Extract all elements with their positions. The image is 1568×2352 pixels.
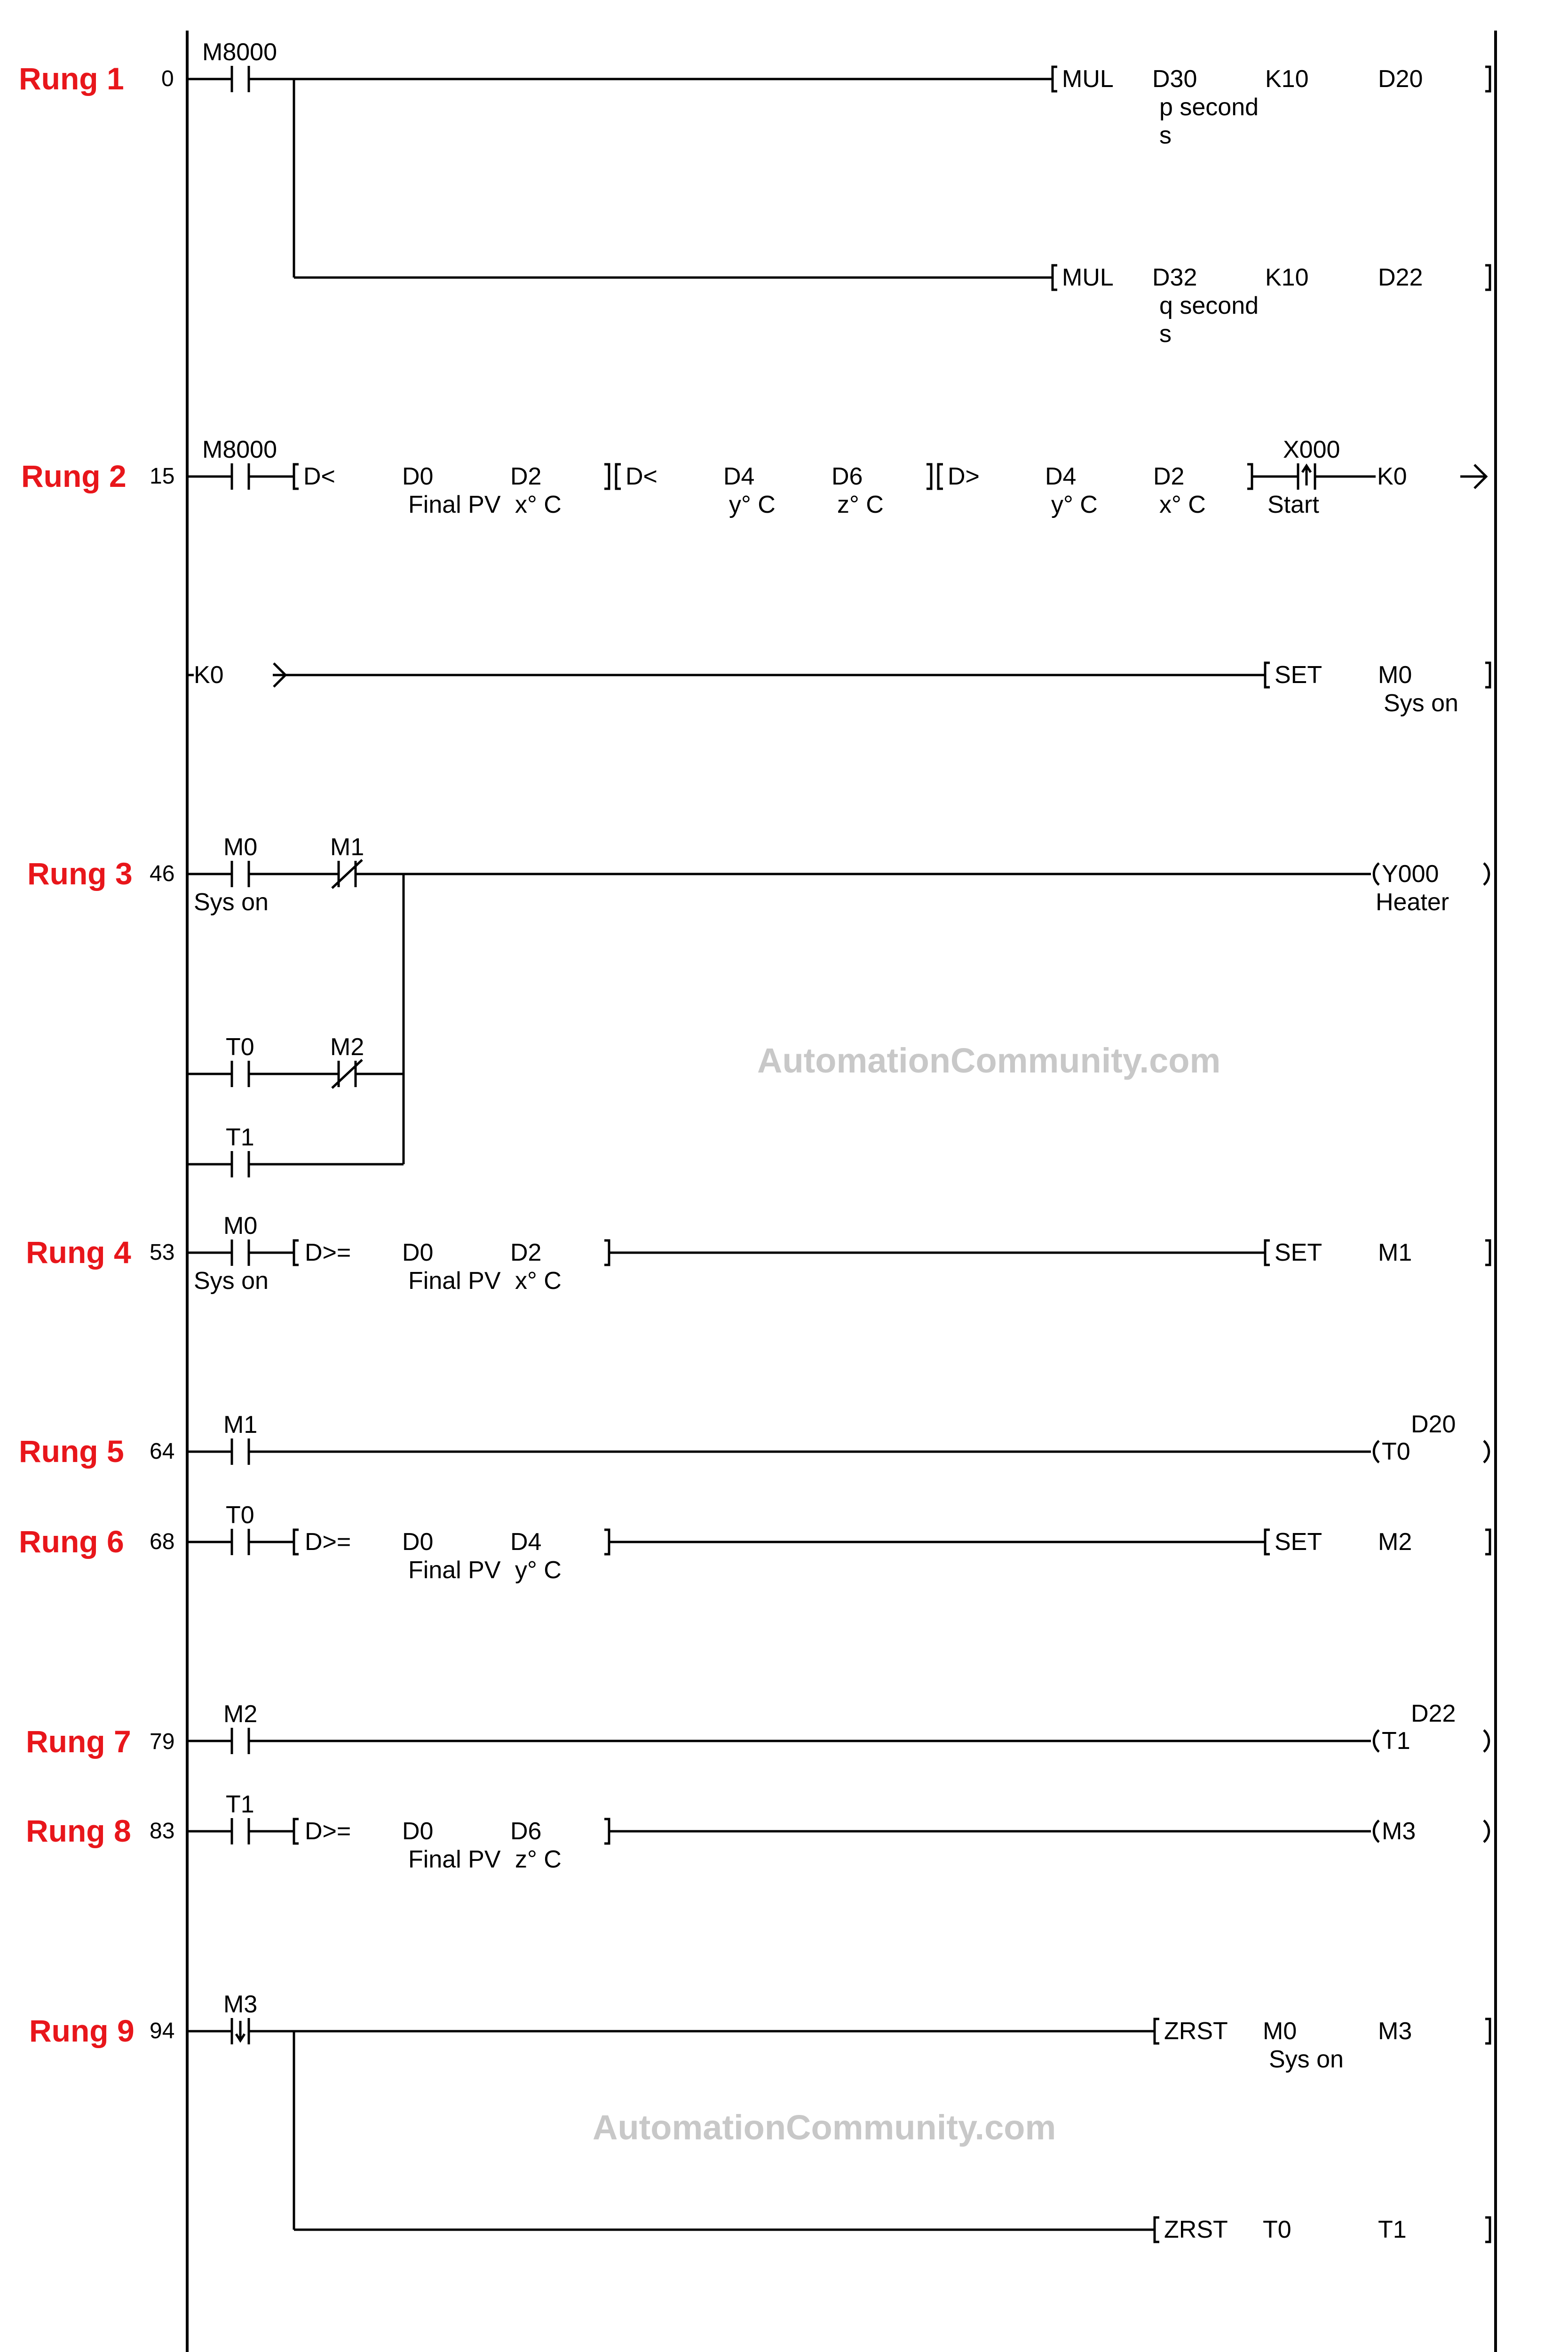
set-instruction[interactable] xyxy=(1265,661,1490,717)
comment: q second xyxy=(1159,292,1259,319)
instruction-op: D> xyxy=(948,463,980,490)
comment: Final PV xyxy=(408,1846,501,1873)
rung-label: Rung 6 xyxy=(19,1524,124,1559)
timer-coil[interactable] xyxy=(1374,1411,1489,1465)
timer-setpoint: D20 xyxy=(1411,1411,1456,1438)
coil-label: T1 xyxy=(1382,1727,1410,1755)
comment: s xyxy=(1159,122,1172,149)
rung-label: Rung 1 xyxy=(19,61,124,96)
operand: D32 xyxy=(1152,264,1197,291)
instruction-op: ZRST xyxy=(1164,2216,1228,2243)
comment: Heater xyxy=(1376,889,1449,916)
instruction-op: ZRST xyxy=(1164,2018,1228,2045)
operand: M3 xyxy=(1378,2018,1412,2045)
comment: Sys on xyxy=(194,1267,269,1295)
no-contact[interactable] xyxy=(232,1529,249,1555)
no-contact[interactable] xyxy=(232,1728,249,1754)
contact-label: M1 xyxy=(330,834,364,861)
output-coil[interactable] xyxy=(1374,860,1489,916)
step-number: 0 xyxy=(161,66,174,91)
rung-7 xyxy=(26,1700,1489,1759)
compare-block-2[interactable] xyxy=(616,463,931,518)
instruction-op: SET xyxy=(1275,1528,1323,1556)
contact-label: T1 xyxy=(226,1124,254,1151)
operand: D2 xyxy=(510,463,542,490)
instruction-op: D< xyxy=(626,463,657,490)
contact-label: T1 xyxy=(226,1791,254,1818)
coil-label: M3 xyxy=(1382,1818,1416,1845)
rung-label: Rung 7 xyxy=(26,1724,131,1759)
contact-label: M0 xyxy=(223,834,258,861)
no-contact[interactable] xyxy=(232,1438,249,1465)
step-number: 83 xyxy=(150,1819,175,1843)
operand: M2 xyxy=(1378,1528,1412,1556)
timer-coil[interactable] xyxy=(1374,1700,1489,1755)
set-instruction[interactable] xyxy=(1265,1528,1490,1556)
step-number: 46 xyxy=(150,861,175,886)
set-instruction[interactable] xyxy=(1265,1239,1490,1266)
rising-edge-contact[interactable] xyxy=(1298,463,1315,490)
rung-6 xyxy=(19,1502,1490,1584)
comment: Final PV xyxy=(408,491,501,518)
rung-label: Rung 4 xyxy=(26,1235,131,1270)
instruction-op: D>= xyxy=(305,1239,351,1266)
operand: M1 xyxy=(1378,1239,1412,1266)
rung-8 xyxy=(26,1791,1489,1873)
comment: Sys on xyxy=(194,889,269,916)
step-number: 64 xyxy=(150,1439,175,1464)
instruction-op: SET xyxy=(1275,661,1323,689)
no-contact[interactable] xyxy=(232,1061,249,1087)
no-contact[interactable] xyxy=(232,1240,249,1266)
contact-label: M1 xyxy=(223,1411,258,1438)
watermark: AutomationCommunity.com xyxy=(593,2108,1056,2147)
operand: D0 xyxy=(402,463,434,490)
comment: y° C xyxy=(515,1557,562,1584)
operand: D0 xyxy=(402,1818,434,1845)
operand: M0 xyxy=(1378,661,1412,689)
comment: x° C xyxy=(515,491,562,518)
rung-3 xyxy=(27,834,1489,1177)
no-contact[interactable] xyxy=(232,463,249,490)
operand: K10 xyxy=(1265,264,1309,291)
rung-label: Rung 8 xyxy=(26,1813,131,1848)
operand: D20 xyxy=(1378,65,1423,93)
operand: D6 xyxy=(510,1818,542,1845)
continuation-arrow xyxy=(1460,465,1486,488)
operand: D2 xyxy=(510,1239,542,1266)
comment: Start xyxy=(1267,491,1319,518)
compare-block-1[interactable] xyxy=(294,463,609,518)
step-number: 15 xyxy=(150,464,175,489)
comment: y° C xyxy=(729,491,776,518)
instruction-op: SET xyxy=(1275,1239,1323,1266)
rung-label: Rung 9 xyxy=(29,2013,135,2048)
step-number: 79 xyxy=(150,1729,175,1754)
falling-edge-contact[interactable] xyxy=(232,2018,249,2044)
zrst-instruction-1[interactable] xyxy=(1155,2018,1490,2073)
operand: D6 xyxy=(832,463,863,490)
coil-label: Y000 xyxy=(1382,860,1439,888)
operand: M0 xyxy=(1263,2018,1297,2045)
watermark: AutomationCommunity.com xyxy=(757,1041,1221,1080)
operand: T0 xyxy=(1263,2216,1291,2243)
comment: p second xyxy=(1159,94,1259,121)
operand: D4 xyxy=(510,1528,542,1556)
contact-label: T0 xyxy=(226,1502,254,1529)
mul-instruction-2[interactable] xyxy=(1053,264,1490,348)
instruction-op: MUL xyxy=(1062,264,1114,291)
contact-label: M0 xyxy=(223,1212,258,1240)
no-contact[interactable] xyxy=(232,1818,249,1844)
compare-block-3[interactable] xyxy=(938,463,1252,518)
zrst-instruction-2[interactable] xyxy=(1155,2216,1490,2243)
comment: z° C xyxy=(515,1846,562,1873)
contact-label: M2 xyxy=(330,1033,364,1061)
step-number: 53 xyxy=(150,1240,175,1265)
step-number: 94 xyxy=(150,2018,175,2043)
contact-label: X000 xyxy=(1283,436,1340,463)
rung-4 xyxy=(26,1212,1490,1295)
compare-block[interactable] xyxy=(294,1239,609,1295)
operand: D0 xyxy=(402,1239,434,1266)
comment: s xyxy=(1159,320,1172,348)
comment: Sys on xyxy=(1384,690,1458,717)
timer-setpoint: D22 xyxy=(1411,1700,1456,1727)
coil-label: T0 xyxy=(1382,1438,1410,1465)
instruction-op: D< xyxy=(303,463,335,490)
compare-block[interactable] xyxy=(294,1528,609,1584)
comment: z° C xyxy=(837,491,884,518)
contact-label: M8000 xyxy=(202,39,277,66)
operand: K10 xyxy=(1265,65,1309,93)
output-coil[interactable] xyxy=(1374,1818,1489,1845)
comment: y° C xyxy=(1051,491,1098,518)
no-contact[interactable] xyxy=(232,861,249,887)
step-number: 68 xyxy=(150,1529,175,1554)
comment: Final PV xyxy=(408,1267,501,1295)
contact-label: M2 xyxy=(223,1700,258,1728)
rung-2 xyxy=(21,436,1490,717)
operand: D2 xyxy=(1153,463,1185,490)
operand: T1 xyxy=(1378,2216,1407,2243)
compare-block[interactable] xyxy=(294,1818,609,1873)
operand: D0 xyxy=(402,1528,434,1556)
comment: x° C xyxy=(515,1267,562,1295)
instruction-op: D>= xyxy=(305,1818,351,1845)
comment: x° C xyxy=(1159,491,1206,518)
operand: D4 xyxy=(1045,463,1077,490)
rung-1 xyxy=(19,39,1490,348)
comment: Final PV xyxy=(408,1557,501,1584)
operand: D22 xyxy=(1378,264,1423,291)
no-contact[interactable] xyxy=(232,66,249,92)
instruction-op: D>= xyxy=(305,1528,351,1556)
mul-instruction-1[interactable] xyxy=(1053,65,1490,149)
no-contact[interactable] xyxy=(232,1151,249,1177)
link-label: K0 xyxy=(194,661,224,689)
contact-label: M8000 xyxy=(202,436,277,463)
contact-label: T0 xyxy=(226,1033,254,1061)
rung-label: Rung 5 xyxy=(19,1434,124,1469)
operand: D4 xyxy=(723,463,755,490)
operand: D30 xyxy=(1152,65,1197,93)
link-label: K0 xyxy=(1377,463,1407,490)
contact-label: M3 xyxy=(223,1991,258,2018)
rung-label: Rung 3 xyxy=(27,856,133,891)
instruction-op: MUL xyxy=(1062,65,1114,93)
comment: Sys on xyxy=(1269,2046,1344,2073)
rung-5 xyxy=(19,1411,1489,1469)
rung-label: Rung 2 xyxy=(21,459,127,493)
